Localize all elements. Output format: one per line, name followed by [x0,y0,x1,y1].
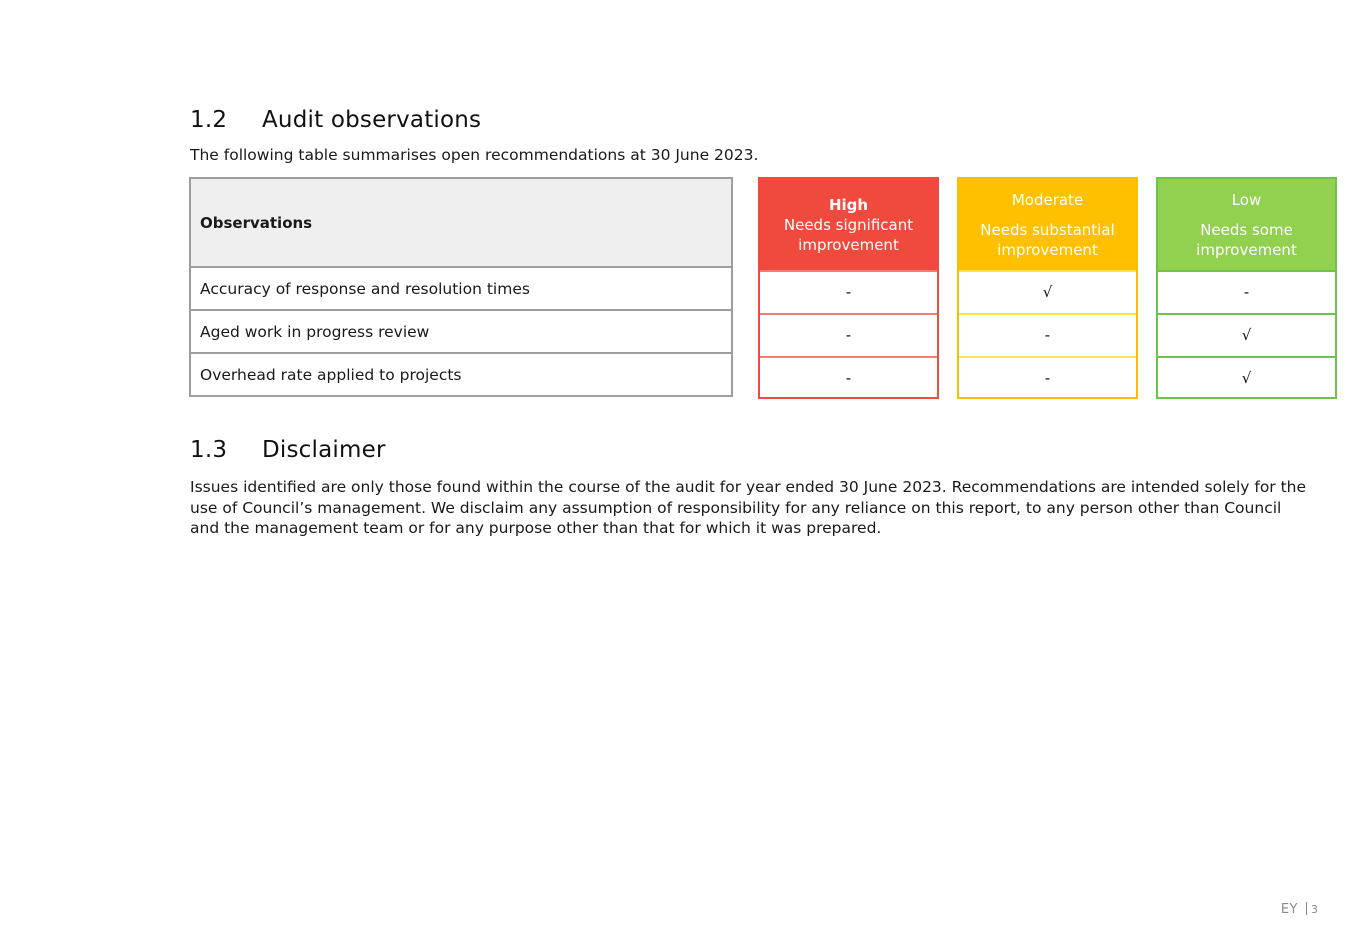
section-number: 1.3 [190,437,228,463]
rating-column-low [1156,177,1337,399]
rating-cell: √ [1158,356,1335,397]
rating-cell: √ [959,270,1136,313]
observations-table [189,177,733,397]
section-heading-disclaimer [190,437,386,463]
section-heading-audit-observations [190,107,481,133]
rating-column-moderate [957,177,1138,399]
disclaimer-text: Issues identified are only those found within the course of the audit for year ended 30 June 2023. Recommendations are intended solely for the use of Council’s management. We disclaim any assumption of responsibility for any reliance on this report, to any person other than Council and the management team or for any purpose other than that for which it was prepared. [190,478,1307,537]
rating-title: High [828,196,869,214]
rating-cell: - [959,313,1136,356]
footer-divider [1306,902,1307,915]
rating-title: Moderate [1011,191,1084,209]
rating-cell: - [760,270,937,313]
rating-cell: - [760,313,937,356]
section-number: 1.2 [190,107,228,133]
rating-cell: √ [1158,313,1335,356]
section-title: Audit observations [262,107,482,133]
page-footer [1281,902,1318,917]
observation-row: Overhead rate applied to projects [200,365,462,384]
rating-header-moderate [959,179,1136,270]
observation-row: Accuracy of response and resolution times [191,268,731,311]
rating-subtitle: Needs some improvement [1196,221,1297,259]
rating-cell: - [959,356,1136,397]
rating-cell: - [1158,270,1335,313]
observations-header: Observations [191,179,731,268]
observation-row: Aged work in progress review [191,311,731,354]
rating-cell: - [760,356,937,397]
rating-title: Low [1231,191,1262,209]
intro-text: The following table summarises open recommendations at 30 June 2023. [190,146,759,164]
rating-subtitle: Needs significant improvement [783,216,914,254]
rating-header-low [1158,179,1335,270]
brand-logo-text: EY [1280,902,1298,917]
rating-column-high [758,177,939,399]
rating-header-high [760,179,937,270]
section-title: Disclaimer [262,437,386,463]
rating-subtitle: Needs substantial improvement [980,221,1115,259]
page-number: 3 [1311,903,1318,916]
